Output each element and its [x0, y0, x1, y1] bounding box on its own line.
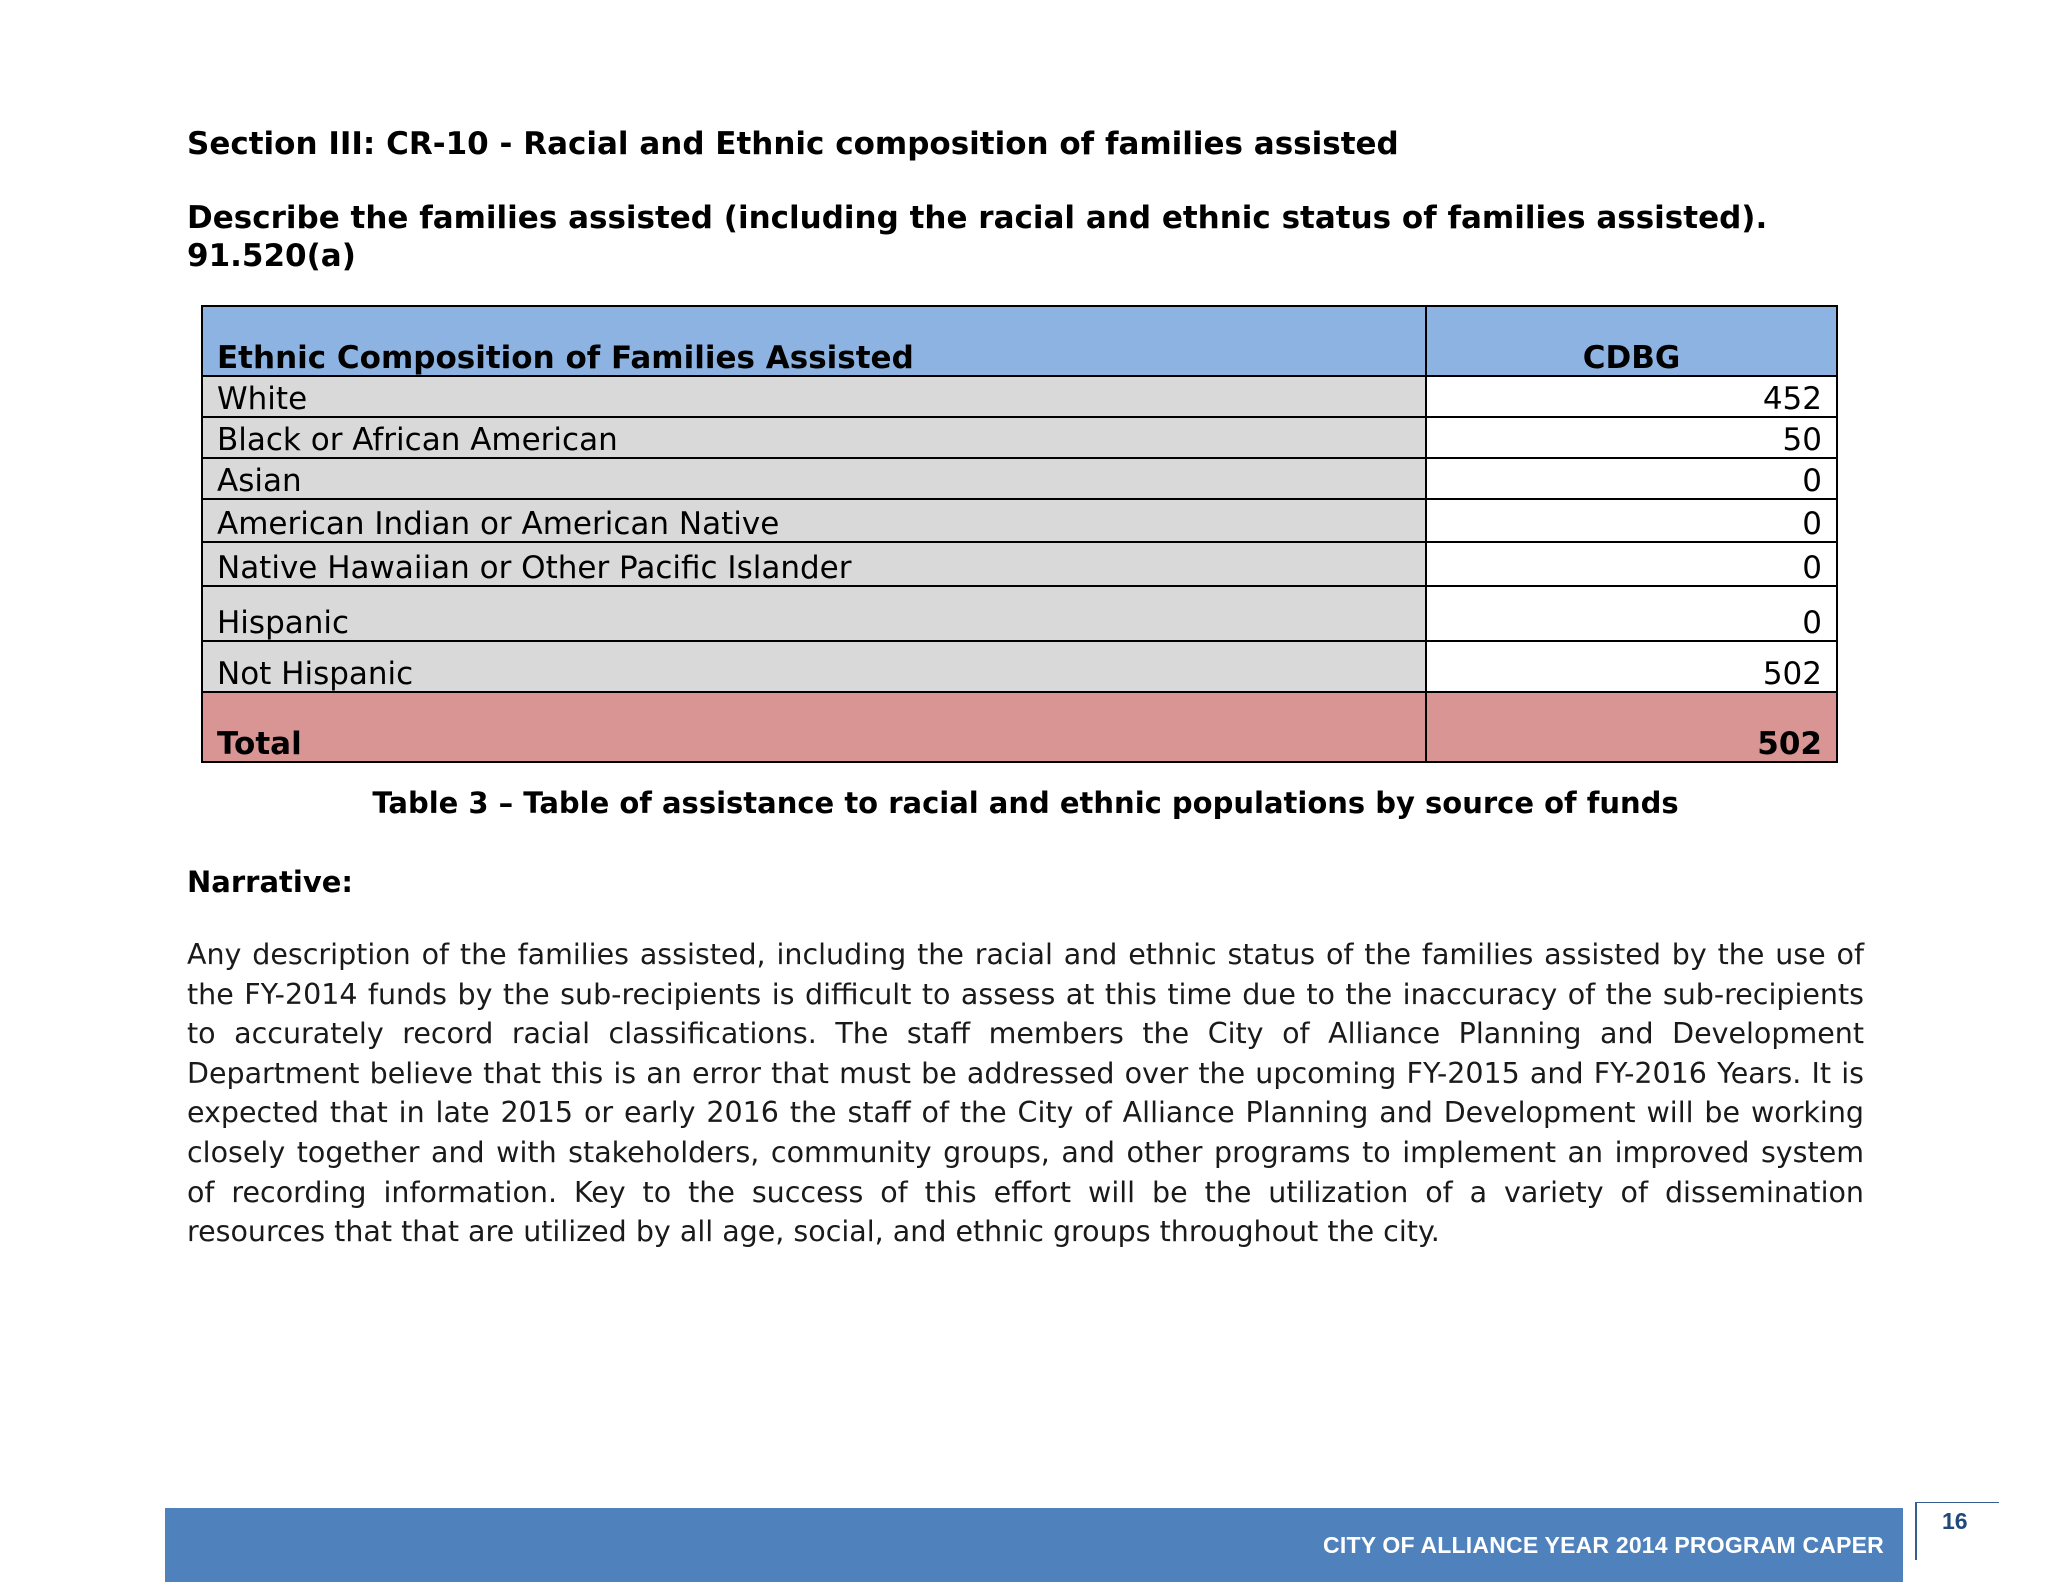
describe-prompt-line-1: Describe the families assisted (including the racial and ethnic status of families assisted). [187, 200, 1768, 236]
row-label: Asian [202, 458, 1426, 499]
page-number: 16 [1942, 1508, 1968, 1534]
table-row [202, 542, 1837, 586]
narrative-body: Any description of the families assisted, including the racial and ethnic status of the families assisted by the use of the FY-2014 funds by the sub-recipients is difficult to assess at this time due to the inaccuracy of the sub-recipients to accurately record racial classifications. The staff members the City of Alliance Planning and Development Department believe that this is an error that must be addressed over the upcoming FY-2015 and FY-2016 Years. It is expected that in late 2015 or early 2016 the staff of the City of Alliance Planning and Development will be working closely together and with stakeholders, community groups, and other programs to implement an improved system of recording information. Key to the success of this effort will be the utilization of a variety of dissemination resources that that are utilized by all age, social, and ethnic groups throughout the city. [187, 938, 1864, 1249]
narrative-heading: Narrative: [187, 865, 353, 899]
footer-bar [165, 1508, 1903, 1582]
footer-title: CITY OF ALLIANCE YEAR 2014 PROGRAM CAPER [1323, 1532, 1884, 1558]
header-cdbg: CDBG [1426, 306, 1837, 376]
header-label: Ethnic Composition of Families Assisted [202, 306, 1426, 376]
row-value: 0 [1426, 458, 1837, 499]
total-value: 502 [1426, 692, 1837, 762]
section-title: Section III: CR-10 - Racial and Ethnic composition of families assisted [187, 126, 1399, 162]
total-label: Total [202, 692, 1426, 762]
row-label: Black or African American [202, 417, 1426, 458]
table-row [202, 458, 1837, 499]
ethnic-composition-table [201, 305, 1838, 763]
row-value: 452 [1426, 376, 1837, 417]
row-label: Hispanic [202, 586, 1426, 641]
row-label: White [202, 376, 1426, 417]
row-label: American Indian or American Native [202, 499, 1426, 542]
row-label: Not Hispanic [202, 641, 1426, 692]
table-row [202, 499, 1837, 542]
footer-divider-top [1915, 1502, 1999, 1503]
footer-divider [1915, 1502, 1917, 1560]
row-value: 502 [1426, 641, 1837, 692]
row-value: 50 [1426, 417, 1837, 458]
table-total-row [202, 692, 1837, 762]
table-row [202, 376, 1837, 417]
table-header-row [202, 306, 1837, 376]
row-value: 0 [1426, 542, 1837, 586]
row-value: 0 [1426, 586, 1837, 641]
table-row [202, 586, 1837, 641]
row-value: 0 [1426, 499, 1837, 542]
table-row [202, 641, 1837, 692]
row-label: Native Hawaiian or Other Pacific Islander [202, 542, 1426, 586]
table-caption: Table 3 – Table of assistance to racial and ethnic populations by source of funds [372, 786, 1679, 820]
describe-prompt-line-2: 91.520(a) [187, 238, 356, 274]
table-row [202, 417, 1837, 458]
